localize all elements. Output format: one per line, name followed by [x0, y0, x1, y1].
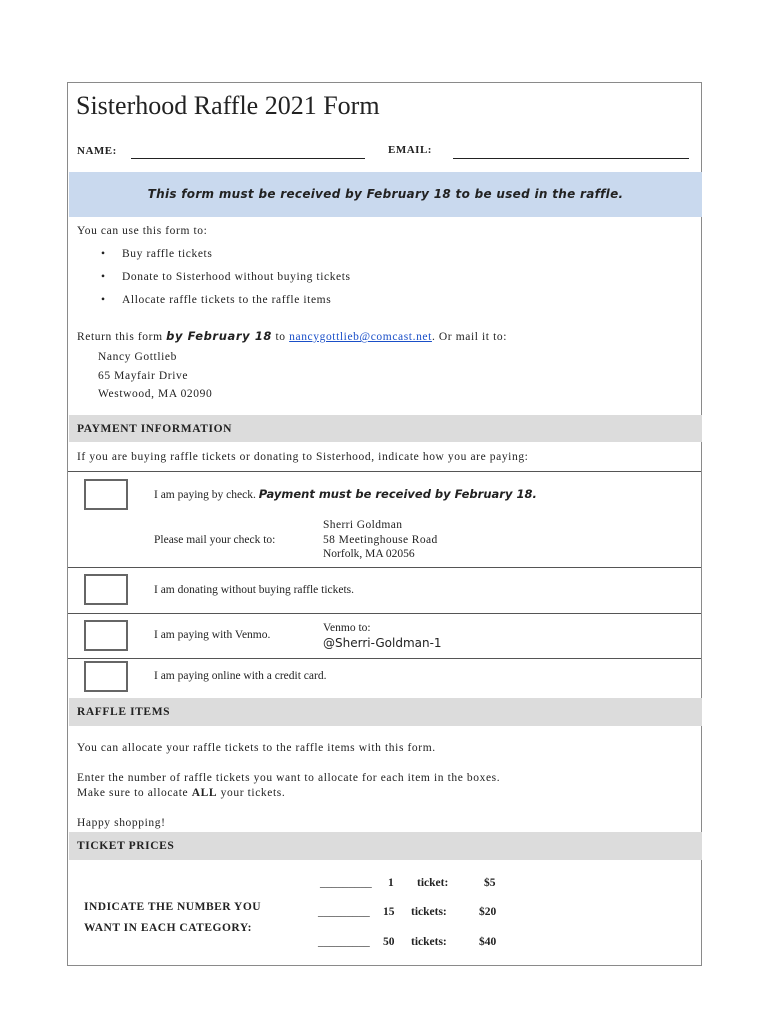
address-line: 65 Mayfair Drive [98, 370, 189, 382]
check-text [154, 487, 537, 501]
check-address-line: Sherri Goldman [323, 519, 403, 531]
raffle-line-bold: ALL [191, 787, 218, 799]
raffle-line-suffix: your tickets. [217, 787, 286, 799]
list-item: Donate to Sisterhood without buying tickets [122, 271, 351, 283]
email-label: EMAIL: [388, 144, 432, 156]
quantity-blank[interactable]: _________ [318, 936, 370, 948]
address-line: Westwood, MA 02090 [98, 388, 213, 400]
check-label: I am paying by check. [154, 489, 256, 501]
name-field[interactable] [131, 158, 365, 159]
ticket-unit: tickets: [411, 906, 447, 918]
quantity-blank[interactable]: _________ [318, 906, 370, 918]
venmo-checkbox[interactable] [84, 620, 128, 651]
return-instructions [77, 329, 507, 343]
check-address-line: Norfolk, MA 02056 [323, 548, 415, 560]
payment-instruction: If you are buying raffle tickets or donating to Sisterhood, indicate how you are paying: [77, 451, 529, 463]
raffle-form [67, 82, 702, 966]
mail-check-label: Please mail your check to: [154, 534, 276, 546]
bullet-dot-icon: • [101, 248, 106, 260]
venmo-handle: @Sherri-Goldman-1 [323, 636, 442, 650]
venmo-to-label: Venmo to: [323, 622, 371, 634]
raffle-line: You can allocate your raffle tickets to the raffle items with this form. [77, 742, 436, 754]
check-note: Payment must be received by February 18. [258, 487, 537, 501]
credit-label: I am paying online with a credit card. [154, 670, 327, 682]
raffle-line-prefix: Make sure to allocate [77, 787, 192, 799]
intro-lead: You can use this form to: [77, 225, 208, 237]
payment-row-venmo [68, 613, 701, 659]
credit-checkbox[interactable] [84, 661, 128, 692]
list-item: Buy raffle tickets [122, 248, 213, 260]
payment-section-title: PAYMENT INFORMATION [77, 423, 233, 435]
donate-checkbox[interactable] [84, 574, 128, 605]
payment-row-check [68, 471, 701, 568]
return-email-link[interactable]: nancygottlieb@comcast.net [289, 331, 432, 343]
raffle-line: Happy shopping! [77, 817, 166, 829]
ticket-qty: 50 [383, 936, 395, 948]
page-title: Sisterhood Raffle 2021 Form [76, 91, 380, 120]
ticket-qty: 15 [383, 906, 395, 918]
raffle-section-header [69, 698, 702, 726]
ticket-price: $20 [479, 906, 497, 918]
address-line: Nancy Gottlieb [98, 351, 177, 363]
return-deadline: by February 18 [166, 329, 273, 343]
bullet-dot-icon: • [101, 271, 106, 283]
quantity-blank[interactable]: _________ [320, 877, 372, 889]
indicate-label: WANT IN EACH CATEGORY: [84, 922, 252, 934]
raffle-line: Enter the number of raffle tickets you want to allocate for each item in the boxes. [77, 772, 501, 784]
bullet-dot-icon: • [101, 294, 106, 306]
check-checkbox[interactable] [84, 479, 128, 510]
list-item: Allocate raffle tickets to the raffle items [122, 294, 332, 306]
payment-row-donate [68, 567, 701, 614]
prices-section-header [69, 832, 702, 860]
check-address-line: 58 Meetinghouse Road [323, 534, 438, 546]
return-to: to [272, 331, 290, 343]
raffle-line [77, 787, 285, 799]
venmo-label: I am paying with Venmo. [154, 629, 271, 641]
payment-section-header [69, 415, 702, 442]
ticket-unit: ticket: [417, 877, 449, 889]
ticket-qty: 1 [388, 877, 394, 889]
email-field[interactable] [453, 158, 689, 159]
ticket-price: $40 [479, 936, 497, 948]
payment-options [68, 471, 701, 695]
deadline-banner [69, 172, 702, 217]
return-suffix: . Or mail it to: [431, 331, 508, 343]
raffle-section-title: RAFFLE ITEMS [77, 706, 171, 718]
deadline-banner-text: This form must be received by February 18 to be used in the raffle. [147, 187, 624, 201]
ticket-unit: tickets: [411, 936, 447, 948]
donate-label: I am donating without buying raffle tickets. [154, 584, 355, 596]
payment-row-credit [68, 658, 701, 696]
name-label: NAME: [77, 145, 117, 157]
ticket-price: $5 [484, 877, 496, 889]
indicate-label: INDICATE THE NUMBER YOU [84, 901, 262, 913]
return-prefix: Return this form [77, 331, 167, 343]
prices-section-title: TICKET PRICES [77, 840, 175, 852]
